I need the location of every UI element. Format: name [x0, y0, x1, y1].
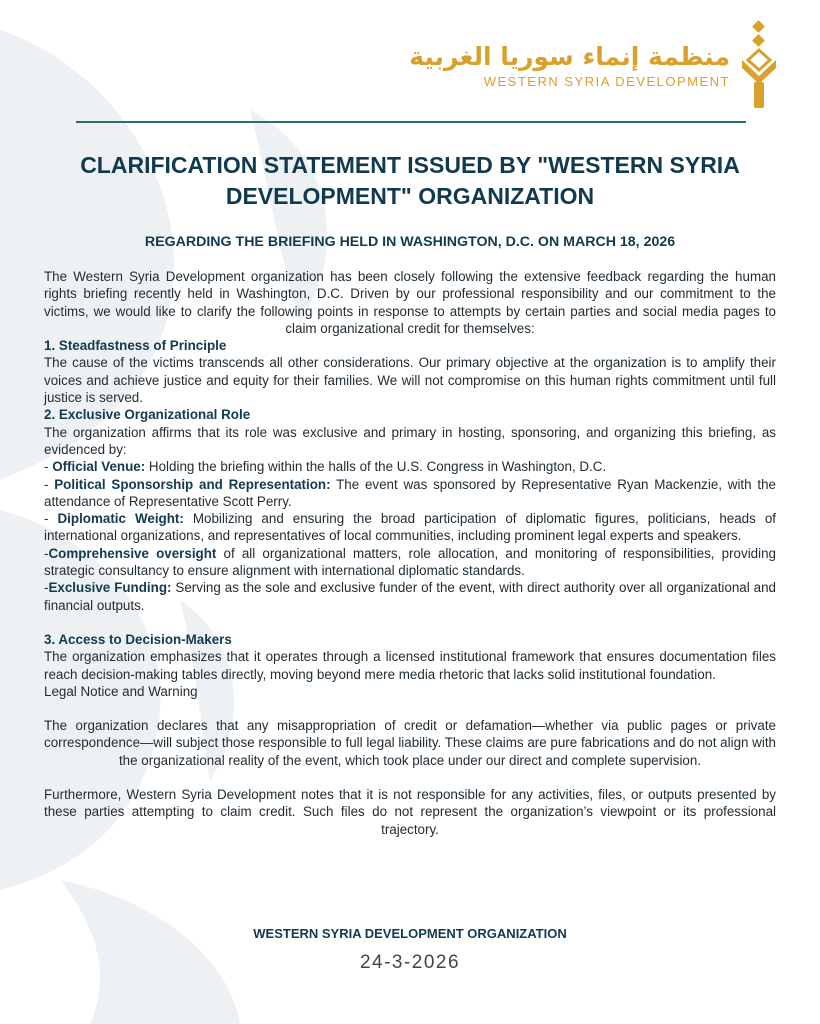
list-item-text: The event was sponsored by Representative Ryan Mackenzie, with the attendance of Representative Scott Perry. — [44, 476, 776, 509]
organization-logo — [409, 20, 780, 112]
signature: WESTERN SYRIA DEVELOPMENT ORGANIZATION — [253, 926, 567, 941]
section-3-text: The organization emphasizes that it operates through a licensed institutional framework that ensures documentation files reach decision-making tables directly, moving beyond mere media rhetoric that lacks solid institutional foundation. — [44, 649, 776, 682]
section-2-intro: The organization affirms that its role was exclusive and primary in hosting, sponsoring, and organizing this briefing, as evidenced by: — [44, 424, 776, 457]
list-item-exclusive-funding — [44, 579, 776, 614]
list-item-text: of all organizational matters, role allocation, and monitoring of responsibilities, providing strategic consultancy to ensure alignment with international diplomatic standards. — [44, 545, 776, 579]
list-item-prefix: - — [44, 580, 49, 596]
statement-title: CLARIFICATION STATEMENT ISSUED BY "WESTERN SYRIA DEVELOPMENT" ORGANIZATION — [80, 152, 740, 209]
list-item-official-venue — [44, 458, 776, 475]
list-item-diplomatic-weight — [44, 510, 776, 545]
list-item-text: Mobilizing and ensuring the broad participation of diplomatic figures, politicians, heads of international organizations, and representatives of local communities, including prominent legal experts and speakers. — [44, 511, 777, 544]
list-item-label: Political Sponsorship and Representation: — [54, 476, 331, 492]
list-item-political-sponsorship — [44, 476, 776, 511]
logo-text — [409, 41, 730, 91]
statement-subtitle: REGARDING THE BRIEFING HELD IN WASHINGTON, D.C. ON MARCH 18, 2026 — [144, 234, 676, 250]
header-divider — [76, 121, 746, 123]
section-2-heading: 2. Exclusive Organizational Role — [44, 407, 251, 423]
closing-paragraph: Furthermore, Western Syria Development notes that it is not responsible for any activities, files, or outputs presented by these parties attempting to claim credit. Such files do not represent the organization’s viewpoint or its professional trajectory. — [44, 787, 776, 837]
intro-paragraph: The Western Syria Development organization has been closely following the extensive feedback regarding the human rights briefing recently held in Washington, D.C. Driven by our professional responsibility and our commitment to the victims, we would like to clarify the following points in response to attempts by certain parties and social media pages to claim organizational credit for themselves: — [44, 269, 776, 336]
section-1-heading: 1. Steadfastness of Principle — [44, 338, 227, 354]
statement-body — [44, 268, 776, 838]
section-1-text: The cause of the victims transcends all other considerations. Our primary objective at the organization is to amplify their voices and achieve justice and equity for their families. We will not compromise on this human rights commitment until full justice is served. — [44, 355, 776, 406]
list-item-label: Comprehensive oversight — [48, 545, 217, 561]
statement-date: 24-3-2026 — [359, 952, 461, 973]
list-item-label: Official Venue: — [52, 459, 146, 475]
legal-warning-paragraph: The organization declares that any misappropriation of credit or defamation—whether via public pages or private correspondence—will subject those responsible to full legal liability. These claims are pure fabrications and do not align with the organizational reality of the event, which took place under our direct and complete supervision. — [44, 718, 776, 768]
list-item-prefix: - — [44, 459, 53, 475]
organization-emblem-icon — [738, 20, 780, 112]
legal-notice-label: Legal Notice and Warning — [44, 683, 198, 699]
list-item-label: Diplomatic Weight: — [57, 511, 184, 527]
list-item-prefix: - — [44, 476, 55, 492]
list-item-comprehensive-oversight — [44, 545, 776, 580]
list-item-prefix: - — [44, 511, 58, 527]
list-item-label: Exclusive Funding: — [48, 580, 172, 596]
spacer — [44, 614, 776, 631]
spacer — [44, 700, 776, 717]
spacer — [44, 769, 776, 786]
list-item-prefix: - — [44, 545, 49, 561]
logo-arabic-name: منظمة إنماء سوريا الغربية — [409, 42, 730, 71]
logo-english-name: WESTERN SYRIA DEVELOPMENT — [483, 74, 730, 89]
list-item-text: Holding the briefing within the halls of the U.S. Congress in Washington, D.C. — [145, 459, 607, 475]
section-3-heading: 3. Access to Decision-Makers — [44, 631, 232, 647]
list-item-text: Serving as the sole and exclusive funder of the event, with direct authority over all organizational and financial outputs. — [44, 580, 777, 613]
